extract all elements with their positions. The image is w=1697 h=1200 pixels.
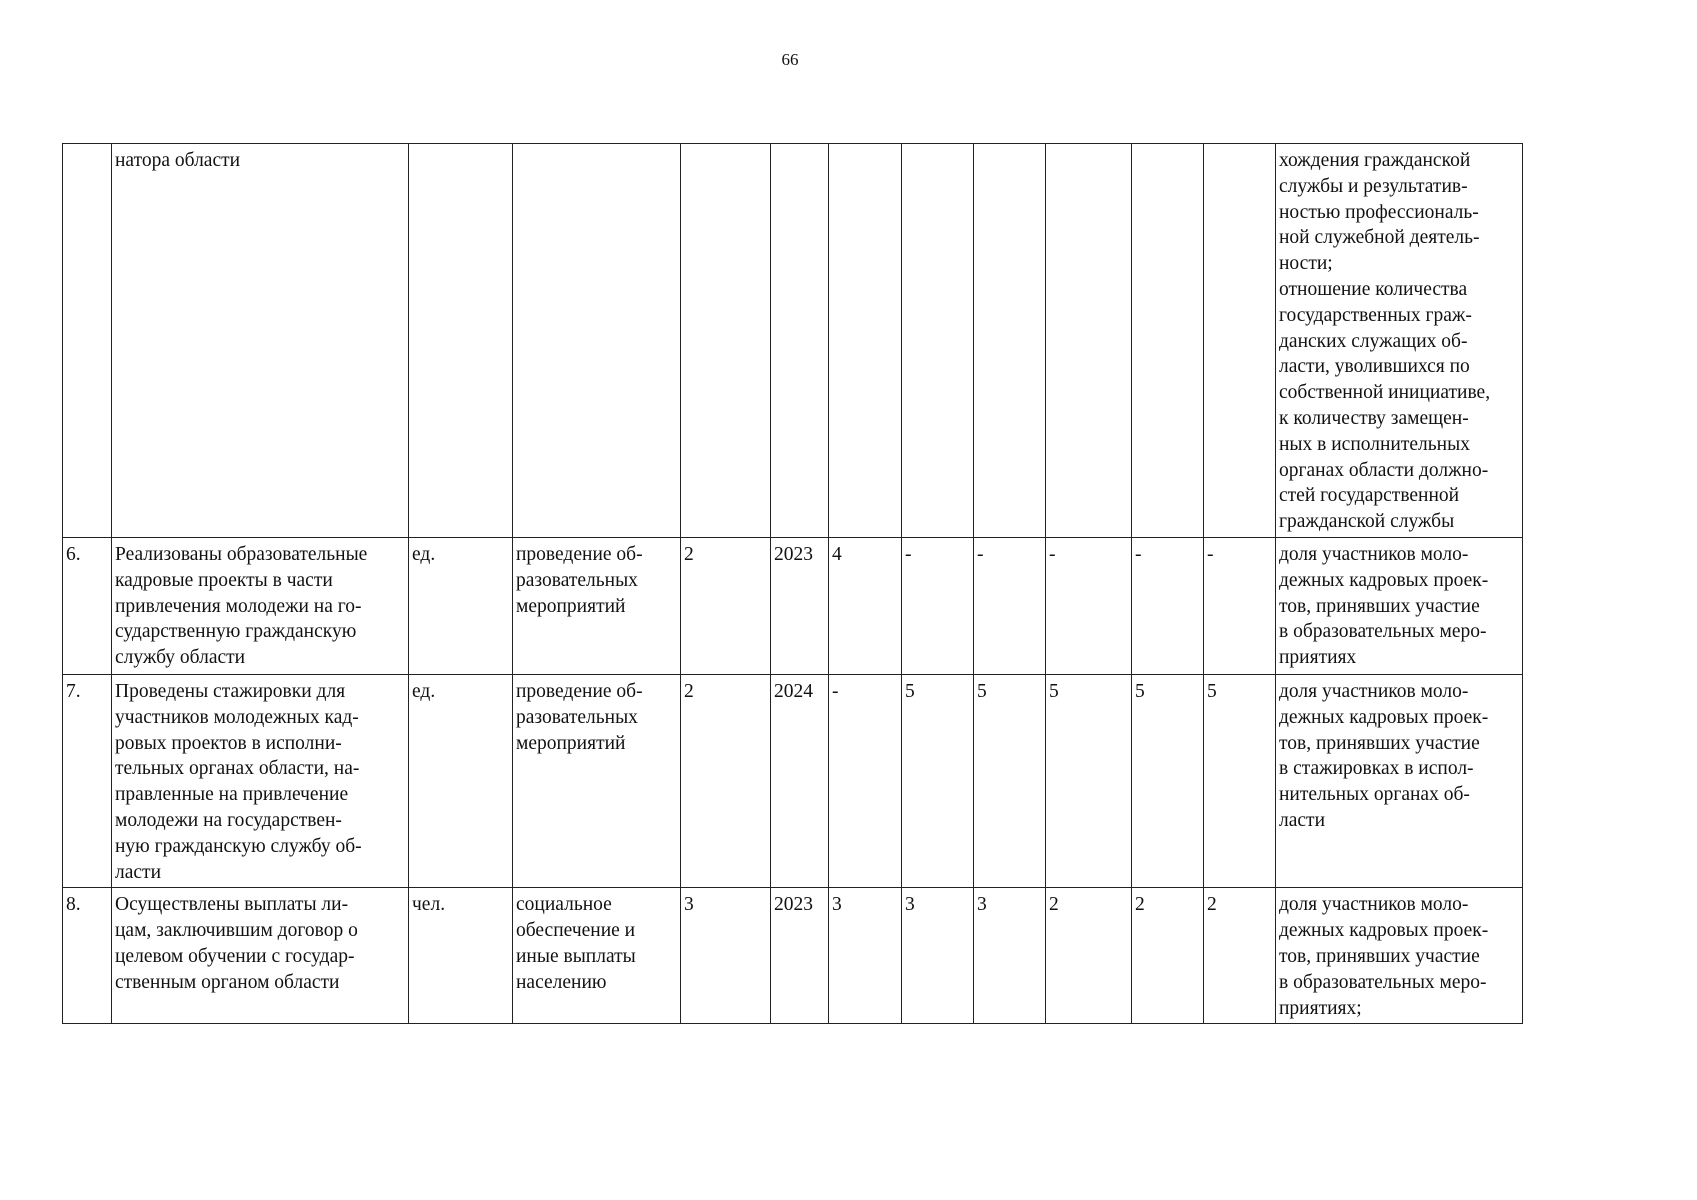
value-cell: -: [1046, 537, 1132, 674]
code-cell: 2: [681, 537, 771, 674]
value-cell: 2: [1046, 888, 1132, 1024]
measure-type-cell: проведение об- разовательных мероприятий: [513, 537, 681, 674]
value-cell: 2: [1204, 888, 1276, 1024]
value-cell: [1204, 144, 1276, 538]
row-number: 8.: [63, 888, 112, 1024]
unit-cell: [409, 144, 513, 538]
value-cell: 3: [974, 888, 1046, 1024]
year-cell: 2024: [771, 674, 829, 887]
event-description: натора области: [112, 144, 409, 538]
measure-type-cell: проведение об- разовательных мероприятий: [513, 674, 681, 887]
year-cell: 2023: [771, 888, 829, 1024]
value-cell: 5: [1132, 674, 1204, 887]
value-cell: [974, 144, 1046, 538]
indicator-cell: доля участников моло- дежных кадровых проек- тов, принявших участие в стажировках в испол- нительных органах об- ласти: [1276, 674, 1523, 887]
value-cell: 2: [1132, 888, 1204, 1024]
value-cell: -: [1132, 537, 1204, 674]
value-cell: 5: [902, 674, 974, 887]
value-cell: 5: [974, 674, 1046, 887]
code-cell: 3: [681, 888, 771, 1024]
value-cell: 3: [902, 888, 974, 1024]
table-row: [63, 144, 1523, 538]
page-number: 66: [781, 50, 799, 69]
code-cell: 2: [681, 674, 771, 887]
event-description: Осуществлены выплаты ли- цам, заключившим договор о целевом обучении с государ- ственным органом области: [112, 888, 409, 1024]
year-cell: 2023: [771, 537, 829, 674]
plan-table: [62, 143, 1523, 1024]
measure-type-cell: [513, 144, 681, 538]
value-cell: 5: [1204, 674, 1276, 887]
value-cell: 5: [1046, 674, 1132, 887]
indicator-cell: доля участников моло- дежных кадровых проек- тов, принявших участие в образовательных меро- приятиях: [1276, 537, 1523, 674]
unit-cell: чел.: [409, 888, 513, 1024]
indicator-cell: хождения гражданской службы и результатив- ностью профессиональ- ной служебной деятель- ности; отношение количества государственных граж- данских служащих об- ласти, уволившихся по собственной инициативе, к количеству замещен- ных в исполнительных органах области должно- стей государственной гражданской службы: [1276, 144, 1523, 538]
code-cell: [681, 144, 771, 538]
row-number: 7.: [63, 674, 112, 887]
unit-cell: ед.: [409, 674, 513, 887]
value-cell: -: [974, 537, 1046, 674]
table-row: [63, 537, 1523, 674]
value-cell: 4: [829, 537, 902, 674]
value-cell: -: [902, 537, 974, 674]
indicator-cell: доля участников моло- дежных кадровых проек- тов, принявших участие в образовательных меро- приятиях;: [1276, 888, 1523, 1024]
table-row: [63, 888, 1523, 1024]
row-number: 6.: [63, 537, 112, 674]
value-cell: -: [829, 674, 902, 887]
value-cell: [829, 144, 902, 538]
year-cell: [771, 144, 829, 538]
value-cell: [1132, 144, 1204, 538]
value-cell: -: [1204, 537, 1276, 674]
value-cell: [1046, 144, 1132, 538]
unit-cell: ед.: [409, 537, 513, 674]
event-description: Реализованы образовательные кадровые проекты в части привлечения молодежи на го- сударственную гражданскую службу области: [112, 537, 409, 674]
event-description: Проведены стажировки для участников молодежных кад- ровых проектов в исполни- тельных органах области, на- правленные на привлечение молодежи на государствен- ную гражданскую службу об- ласти: [112, 674, 409, 887]
measure-type-cell: социальное обеспечение и иные выплаты населению: [513, 888, 681, 1024]
value-cell: 3: [829, 888, 902, 1024]
value-cell: [902, 144, 974, 538]
table-row: [63, 674, 1523, 887]
row-number: [63, 144, 112, 538]
